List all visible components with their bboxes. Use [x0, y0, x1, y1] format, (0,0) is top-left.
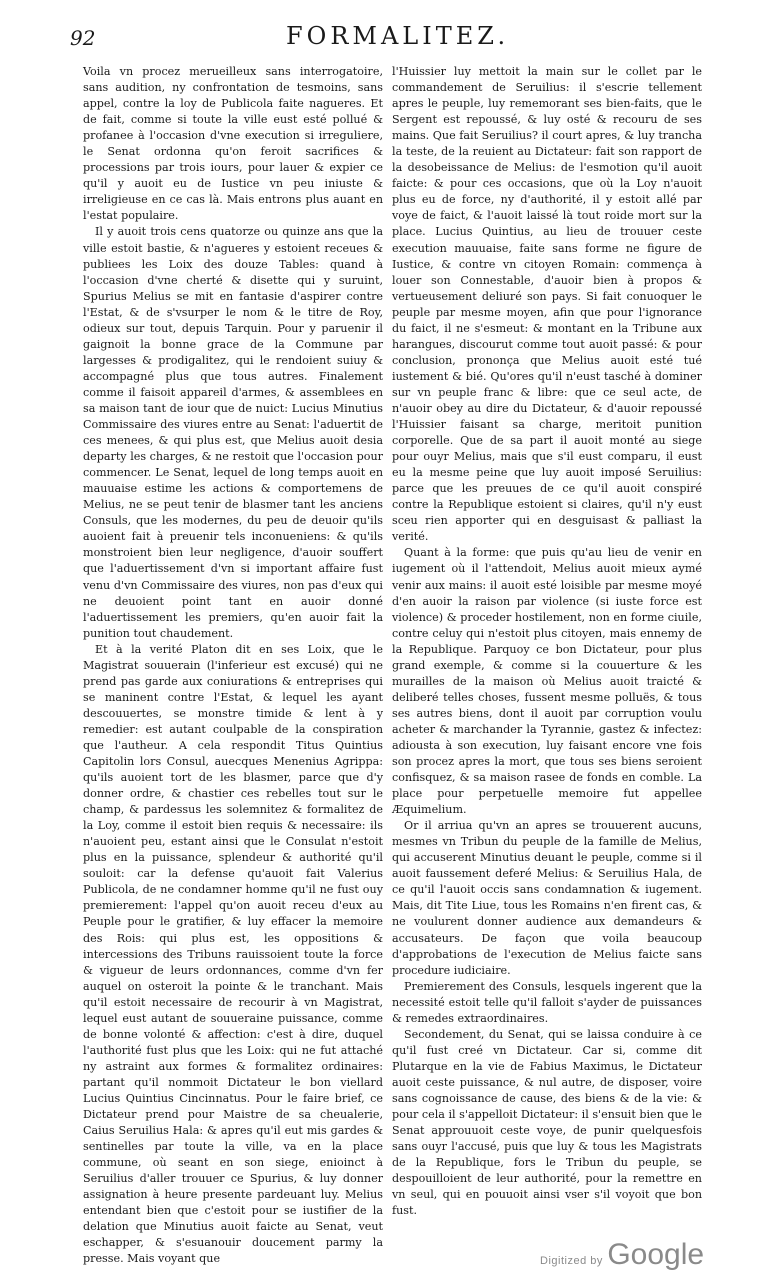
left-column — [83, 64, 383, 1266]
right-column — [392, 64, 702, 1218]
paragraph: Voila vn procez merueilleux sans interrogatoire, sans audition, ny confrontation de tesmoins, sans appel, contre la loy de Publicola faite nagueres. Et de fait, comme si toute la ville eust esté pollué & profanee à l'occasion d'vne execution si irreguliere, le Senat ordonna qu'on feroit sacrifices & processions par trois iours, pour lauer & expier ce qu'il y auoit eu de Iustice vn peu iniuste & irreligieuse en ce cas là. Mais entrons plus auant en l'estat populaire. — [83, 65, 383, 223]
paragraph: Or il arriua qu'vn an apres se trouuerent aucuns, mesmes vn Tribun du peuple de la famille de Melius, qui accuserent Minutius deuant le peuple, comme si il auoit faussement deferé Melius: & Seruilius Hala, de ce qu'il l'auoit occis sans condamnation & iugement. Mais, dit Tite Liue, tous les Romains n'en firent cas, & ne voulurent donner audience aux demandeurs & accusateurs. De façon que voila beaucoup d'approbations de l'execution de Melius faicte sans procedure iudiciaire. — [392, 819, 702, 977]
watermark-prefix: Digitized by — [540, 1255, 603, 1267]
paragraph: Premierement des Consuls, lesquels ingerent que la necessité estoit telle qu'il falloit s'ayder de puissances & remedes extraordinaires. — [392, 979, 702, 1025]
paragraph: l'Huissier luy mettoit la main sur le collet par le commandement de Seruilius: il s'escrie tellement apres le peuple, luy rememorant ses bien-faits, que le Sergent est repoussé, & luy osté & recouru de ses mains. Que fait Seruilius? il court apres, & luy trancha la teste, de la reuient au Dictateur: fait son rapport de la desobeissance de Melius: de l'esmotion qu'il auoit faicte: & pour ces occasions, que où la Loy n'auoit plus eu de force, ny d'authorité, il y estoit allé par voye de faict, & l'auoit laissé là tout roide mort sur la place. Lucius Quintius, au lieu de trouuer ceste execution mauuaise, faite sans forme ne figure de Iustice, & contre vn citoyen Romain: commença à louer son Connestable, d'auoir bien à propos & vertueusement deliuré son pays. Si fait conuoquer le peuple par mesme moyen, afin que pour l'ignorance du faict, il ne s'esmeut: & montant en la Tribune aux harangues, discourut comme tout auoit passé: & pour conclusion, prononça que Melius auoit esté tué iustement & bié. Qu'ores qu'il n'eust tasché à dominer sur vn peuple franc & libre: que ce seul acte, de n'auoir obey au dire du Dictateur, & d'auoir repoussé l'Huissier faisant sa charge, meritoit punition corporelle. Que de sa part il auoit monté au siege pour ouyr Melius, mais que s'il eust comparu, il eust eu la mesme peine que luy auoit imposé Seruilius: parce que les preuues de ce qu'il auoit conspiré contre la Republique estoient si claires, qu'il n'y eust sceu rien apporter qui en desguisast & palliast la verité. — [392, 65, 702, 544]
page-number: 92 — [70, 26, 96, 50]
running-head: FORMALITEZ. — [286, 22, 510, 50]
paragraph: Quant à la forme: que puis qu'au lieu de venir en iugement où il l'attendoit, Melius auoit mieux aymé venir aux mains: il auoit esté loisible par mesme moyé d'en auoir la raison par violence (si iuste force est violence) & proceder hostilement, non en forme ciuile, contre celuy qui n'estoit plus citoyen, mais ennemy de la Republique. Parquoy ce bon Dictateur, pour plus grand exemple, & comme si la couuerture & les murailles de la maison où Melius auoit traicté & deliberé telles choses, fussent mesme polluës, & tous ses autres biens, dont il auoit par corruption voulu acheter & marchander la Tyrannie, gastez & infectez: adiousta à son execution, luy faisant encore vne fois son procez apres la mort, que tous ses biens seroient confisquez, & sa maison rasee de fonds en comble. La place pour perpetuelle memoire fut appellee Æquimelium. — [392, 546, 702, 817]
paragraph: Secondement, du Senat, qui se laissa conduire à ce qu'il fust creé vn Dictateur. Car si, comme dit Plutarque en la vie de Fabius Maximus, le Dictateur auoit ceste puissance, & nul autre, de disposer, voire sans cognoissance de cause, des biens & de la vie: & pour cela il s'appelloit Dictateur: il s'ensuit bien que le Senat approuuoit ceste voye, de punir quelquesfois sans ouyr l'accusé, puis que luy & tous les Magistrats de la Republique, fors le Tribun du peuple, se despouilloient de leur authorité, pour la remettre en vn seul, qui en pouuoit ainsi vser s'il voyoit que bon fust. — [392, 1027, 702, 1218]
watermark-brand: Google — [607, 1238, 705, 1271]
google-watermark — [540, 1238, 704, 1272]
paragraph: Et à la verité Platon dit en ses Loix, que le Magistrat souuerain (l'inferieur est excusé) qui ne prend pas garde aux coniurations & entreprises qui se maninent contre l'Estat, & lequel les ayant descouuertes, se monstre timide & lent à y remedier: est autant coulpable de la conspiration que l'autheur. A cela respondit Titus Quintius Capitolin lors Consul, auecques Menenius Agrippa: qu'ils auoient tort de les blasmer, parce que d'y donner ordre, & chastier ces rebelles tout sur le champ, & pardessus les solemnitez & formalitez de la Loy, comme il estoit bien requis & necessaire: ils n'auoient peu, estant ainsi que le Consulat n'estoit plus en la puissance, splendeur & authorité qu'il souloit: car la defense qu'auoit fait Valerius Publicola, de ne condamner homme qu'il ne fust ouy premierement: l'appel qu'on auoit receu d'eux au Peuple pour le gratifier, & luy effacer la memoire des Rois: qui plus est, les oppositions & intercessions des Tribuns rauissoient toute la force & vigueur de leurs ordonnances, comme d'vn fer auquel on osteroit la pointe & le tranchant. Mais qu'il estoit necessaire de recourir à vn Magistrat, lequel eust autant de souueraine puissance, comme de bonne volonté & affection: c'est à dire, duquel l'authorité fust plus que les Loix: qui ne fut attaché ny astraint aux formes & formalitez ordinaires: partant qu'il nommoit Dictateur le bon viellard Lucius Quintius Cincinnatus. Pour le faire brief, ce Dictateur prend pour Maistre de sa cheualerie, Caius Seruilius Hala: & apres qu'il eut mis gardes & sentinelles par toute la ville, va en la place commune, où seant en son siege, enioinct à Seruilius d'aller trouuer ce Spurius, & luy donner assignation à heure presente pardeuant luy. Melius entendant bien que c'estoit pour se iustifier de la delation que Minutius auoit faicte au Senat, veut eschapper, & s'esuanouir doucement parmy la presse. Mais voyant que — [83, 642, 383, 1266]
paragraph: Il y auoit trois cens quatorze ou quinze ans que la ville estoit bastie, & n'agueres y estoient receues & publiees les Loix des douze Tables: quand à l'occasion d'vne cherté & disette qui y suruint, Spurius Melius se mit en fantasie d'aspirer contre l'Estat, & de s'vsurper le nom & le titre de Roy, odieux sur tout, depuis Tarquin. Pour y paruenir il gaignoit la bonne grace de la Commune par largesses & prodigalitez, qui le rendoient suiuy & accompagné plus que tous autres. Finalement comme il faisoit appareil d'armes, & assemblees en sa maison tant de iour que de nuict: Lucius Minutius Commissaire des viures entre au Senat: l'aduertit de ces menees, & qui plus est, que Melius auoit desia departy les charges, & ne restoit que l'occasion pour commencer. Le Senat, lequel de long temps auoit en mauuaise estime les actions & comportemens de Melius, ne se peut tenir de blasmer tant les anciens Consuls, que les modernes, du peu de deuoir qu'ils auoient fait à preuenir tels inconueniens: & qu'ils monstroient bien leur negligence, d'auoir souffert que l'aduertissement d'vn si important affaire fust venu d'vn Commissaire des viures, non pas d'eux qui ne deuoient point tant en auoir donné l'aduertissement les premiers, qu'en auoir fait la punition tout chaudement. — [83, 225, 383, 640]
